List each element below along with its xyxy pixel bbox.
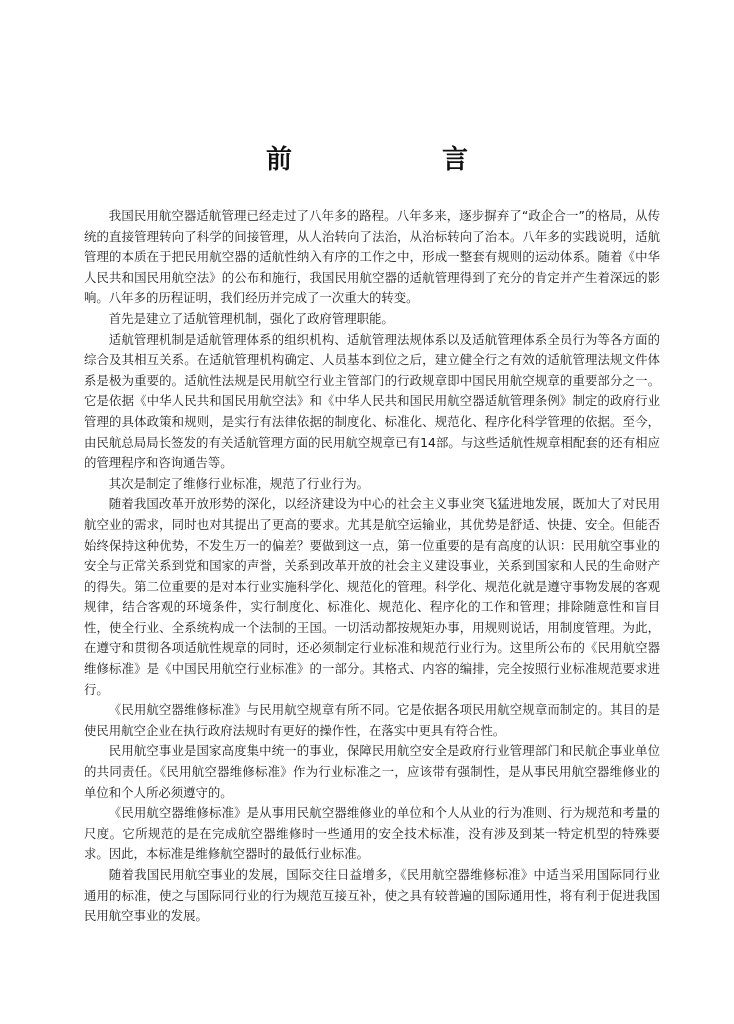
paragraph-5: 随着我国改革开放形势的深化，以经济建设为中心的社会主义事业突飞猛进地发展，既加大了对民用航空业的需求，同时也对其提出了更高的要求。尤其是航空运输业，其优势是舒适、快捷、安全。但能否始终保持这种优势，不发生万一的偏差？要做到这一点，第一位重要的是有高度的认识：民用航空事业的安全与正常关系到党和国家的声誉，关系到改革开放的社会主义建设事业，关系到国家和人民的生命财产的得失。第二位重要的是对本行业实施科学化、规范化的管理。科学化、规范化就是遵守事物发展的客观规律，结合客观的环境条件，实行制度化、标准化、规范化、程序化的工作和管理；排除随意性和盲目性，使全行业、全系统构成一个法制的王国。一切活动都按规矩办事，用规则说话，用制度管理。为此，在遵守和贯彻各项适航性规章的同时，还必须制定行业标准和规范行业行为。这里所公布的《民用航空器维修标准》是《中国民用航空行业标准》的一部分。其格式、内容的编排，完全按照行业标准规范要求进行。 xyxy=(84,496,660,697)
paragraph-6: 《民用航空器维修标准》与民用航空规章有所不同。它是依据各项民用航空规章而制定的。其目的是使民用航空企业在执行政府法规时有更好的操作性，在落实中更具有符合性。 xyxy=(84,702,660,738)
paragraph-4: 其次是制定了维修行业标准，规范了行业行为。 xyxy=(108,475,369,491)
document-body xyxy=(84,206,660,927)
paragraph-8: 《民用航空器维修标准》是从事用民航空器维修业的单位和个人从业的行为准则、行为规范和考量的尺度。它所规范的是在完成航空器维修时一些通用的安全技术标准，没有涉及到某一特定机型的特殊要求。因此，本标准是维修航空器时的最低行业标准。 xyxy=(84,805,660,862)
paragraph-9: 随着我国民用航空事业的发展，国际交往日益增多，《民用航空器维修标准》中适当采用国际同行业通用的标准，使之与国际同行业的行为规范互接互补，使之具有较普遍的国际通用性，将有利于促进我国民用航空事业的发展。 xyxy=(84,867,660,924)
paragraph-3: 适航管理机制是适航管理体系的组织机构、适航管理法规体系以及适航管理体系全员行为等各方面的综合及其相互关系。在适航管理机构确定、人员基本到位之后，建立健全行之有效的适航管理法规文件体系是极为重要的。适航性法规是民用航空行业主管部门的行政规章即中国民用航空规章的重要部分之一。它是依据《中华人民共和国民用航空法》和《中华人民共和国民用航空器适航管理条例》制定的政府行业管理的具体政策和规则，是实行有法律依据的制度化、标准化、规范化、程序化科学管理的依据。至今，由民航总局局长签发的有关适航管理方面的民用航空规章已有14部。与这些适航性规章相配套的还有相应的管理程序和咨询通告等。 xyxy=(84,331,660,471)
page-title: 前 言 xyxy=(265,145,530,175)
paragraph-7: 民用航空事业是国家高度集中统一的事业，保障民用航空安全是政府行业管理部门和民航企事业单位的共同责任。《民用航空器维修标准》作为行业标准之一，应该带有强制性，是从事民用航空器维修业的单位和个人所必须遵守的。 xyxy=(84,743,660,800)
paragraph-2: 首先是建立了适航管理机制，强化了政府管理职能。 xyxy=(108,310,394,326)
paragraph-1: 我国民用航空器适航管理已经走过了八年多的路程。八年多来，逐步摒弃了“政企合一”的格局，从传统的直接管理转向了科学的间接管理，从人治转向了法治，从治标转向了治本。八年多的实践说明，适航管理的本质在于把民用航空器的适航性纳入有序的工作之中，形成一整套有规则的运动体系。随着《中华人民共和国民用航空法》的公布和施行，我国民用航空器的适航管理得到了充分的肯定并产生着深远的影响。八年多的历程证明，我们经历并完成了一次重大的转变。 xyxy=(84,208,660,306)
